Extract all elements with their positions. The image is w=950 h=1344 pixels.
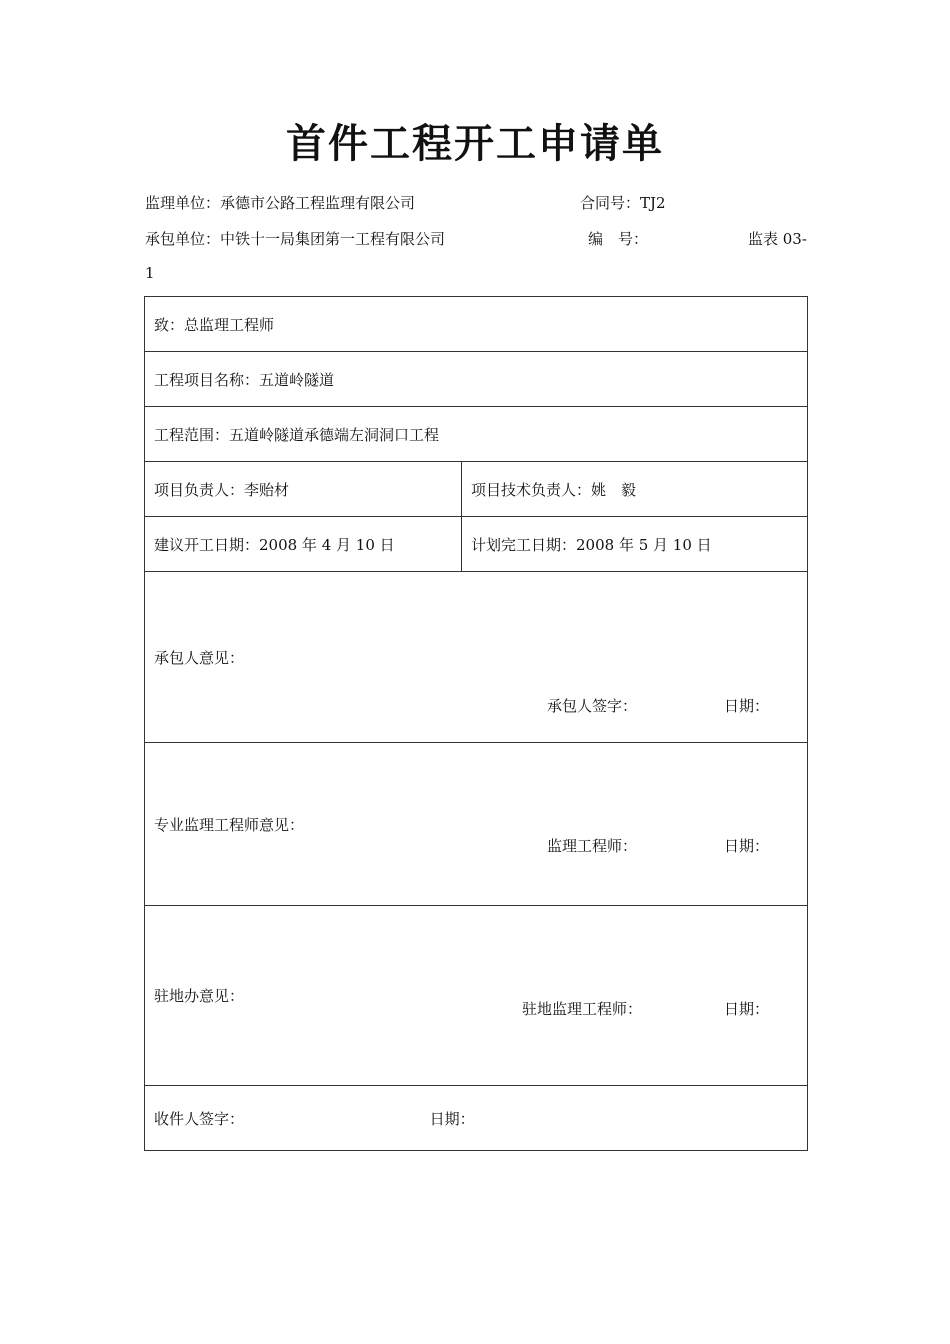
specialist-opinion-cell [145,743,808,906]
addressee-cell: 致：总监理工程师 [145,297,808,352]
specialist-date-label: 日期： [724,837,770,855]
table-row [145,297,808,352]
office-sign-label: 驻地监理工程师： [522,1000,643,1018]
planned-finish-date-cell: 计划完工日期：2008 年 5 月 10 日 [462,517,808,572]
table-row [145,407,808,462]
receiver-sign-label: 收件人签字： [154,1109,245,1128]
office-opinion-cell [145,906,808,1086]
table-row [145,462,808,517]
contractor-opinion-label: 承包人意见： [154,648,245,667]
specialist-opinion-label: 专业监理工程师意见： [154,815,305,834]
form-code: 监表 03- [748,230,807,248]
office-date-label: 日期： [724,1000,770,1018]
contractor-opinion-cell [145,572,808,743]
form-code-continued: 1 [145,264,155,282]
receiver-cell [145,1086,808,1151]
contract-number: 合同号：TJ2 [580,194,666,212]
table-row [145,517,808,572]
table-row [145,352,808,407]
table-row [145,572,808,743]
project-manager-cell: 项目负责人：李贻材 [145,462,462,517]
contractor-date-label: 日期： [724,697,770,715]
project-scope-cell: 工程范围：五道岭隧道承德端左洞洞口工程 [145,407,808,462]
tech-manager-cell: 项目技术负责人：姚 毅 [462,462,808,517]
application-form-table [144,296,808,1151]
supervisor-unit: 监理单位：承德市公路工程监理有限公司 [145,194,416,212]
table-row [145,743,808,906]
project-name-cell: 工程项目名称：五道岭隧道 [145,352,808,407]
contractor-unit: 承包单位：中铁十一局集团第一工程有限公司 [145,230,446,248]
planned-start-date-cell: 建议开工日期：2008 年 4 月 10 日 [145,517,462,572]
office-opinion-label: 驻地办意见： [154,987,245,1005]
serial-number-label: 编 号： [588,230,649,248]
specialist-sign-label: 监理工程师： [547,837,638,855]
document-title: 首件工程开工申请单 [286,121,664,167]
contractor-sign-label: 承包人签字： [547,697,638,715]
receiver-date-label: 日期： [429,1109,475,1128]
table-row [145,1086,808,1151]
table-row [145,906,808,1086]
